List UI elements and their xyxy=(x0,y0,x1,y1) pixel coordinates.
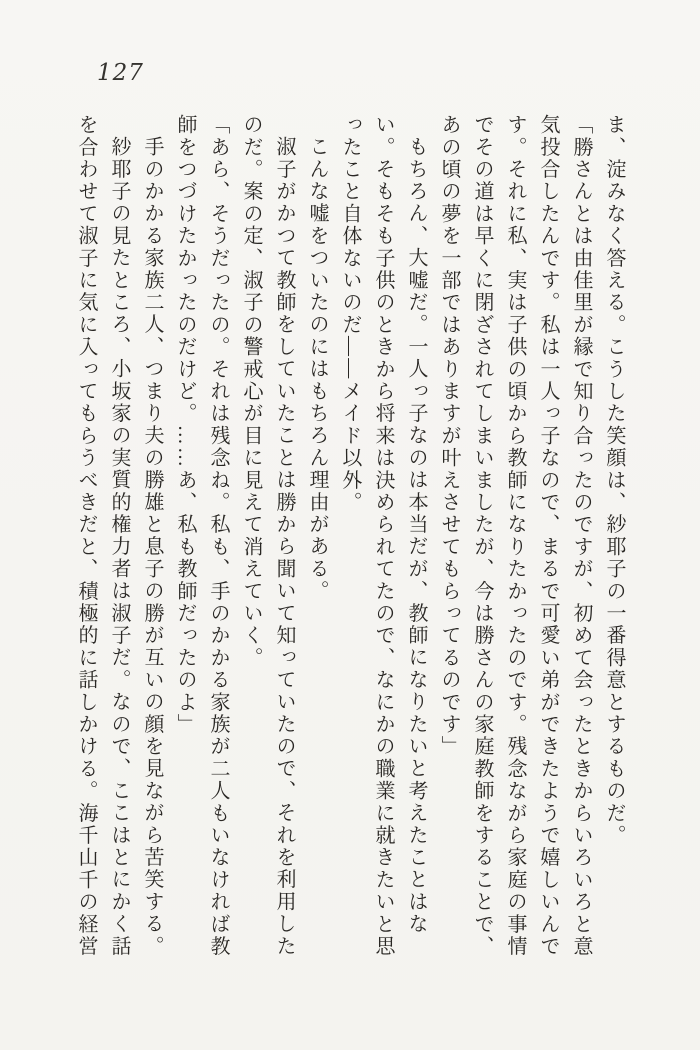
page-text xyxy=(69,114,630,958)
paragraph-7: 手のかかる家族二人、つまり夫の勝雄と息子の勝が互いの顔を見ながら苦笑する。 xyxy=(141,136,163,958)
paragraph-8: 紗耶子の見たところ、小坂家の実質的権力者は淑子だ。なので、ここはとにかく話を合わせて淑子に気に入ってもらうべきだと、積極的に話しかける。海千山千の経営 xyxy=(75,114,130,958)
paragraph-6: 「あら、そうだったの。それは残念ね。私も、手のかかる家族が二人もいなければ教師をつづけたかったのだけど。……あ、私も教師だったのよ」 xyxy=(174,114,229,958)
paragraph-5: 淑子がかつて教師をしていたことは勝から聞いて知っていたので、それを利用したのだ。案の定、淑子の警戒心が目に見えて消えていく。 xyxy=(240,114,295,958)
paragraph-1: ま、淀みなく答える。こうした笑顔は、紗耶子の一番得意とするものだ。 xyxy=(603,114,625,847)
paragraph-4: こんな嘘をついたのにはもちろん理由がある。 xyxy=(306,136,328,603)
paragraph-2: 「勝さんとは由佳里が縁で知り合ったのですが、初めて会ったときからいろいろと意気投合したんです。私は一人っ子なので、まるで可愛い弟ができたようで嬉しいんです。それに私、実は子供の頃から教師になりたかったのです。残念ながら家庭の事情でその道は早くに閉ざされてしまいましたが、今は勝さんの家庭教師をすることで、あの頃の夢を一部ではありますが叶えさせてもらってるのです」 xyxy=(438,114,592,958)
page-number: 127 xyxy=(97,60,144,86)
paragraph-3: もちろん、大嘘だ。一人っ子なのは本当だが、教師になりたいと考えたことはない。そもそも子供のときから将来は決められてたので、なにかの職業に就きたいと思ったこと自体ないのだ――メイド以外。 xyxy=(339,114,427,958)
